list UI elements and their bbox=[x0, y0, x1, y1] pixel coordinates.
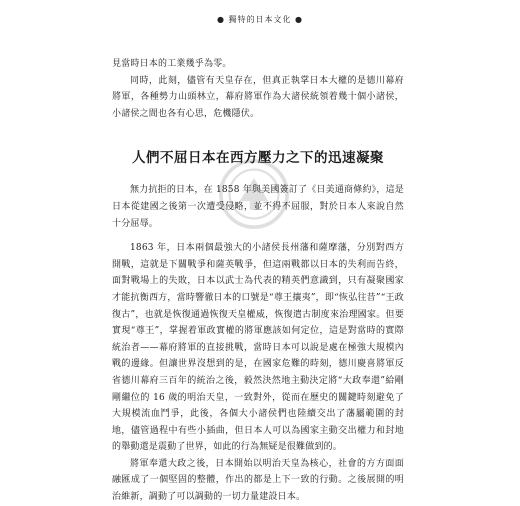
paragraph: 無力抗拒的日本，在 1858 年與美國簽訂了《日美通商條約》，這是日本從建國之後第一次遭受侵略，並不得不屈服，對於日本人來說自然十分屈辱。 bbox=[112, 185, 404, 229]
section-heading: 人們不屈日本在西方壓力之下的迅速凝聚 bbox=[132, 150, 384, 167]
paragraph: 1863 年，日本兩個最強大的小諸侯長州藩和薩摩藩，分別對西方開戰，這就是下關戰爭和薩英戰爭，但這兩戰都以日本的失利而告終，面對戰場上的失敗，日本以武士為代表的精英們意識到，只有凝聚國家才能抗衡西方，當時響徹日本的口號是“尊王攘夷”，即“恢弘往昔”“王政復古”，也就是恢復通過恢復天皇權威，恢復遣古制度來治理國家。但要實現“尊王”，掌握着軍政實權的將軍應該如何定位，這是對當時的實際統治者——幕府將軍的直接挑戰，當時日本可以說是處在極強大規模內戰的邊緣。但讓世界沒想到的是，在國家危難的時刻，德川慶喜將軍反省德川幕府三百年的統治之後，毅然決然地主動決定將“大政奉還”給剛剛繼位的 16 歲的明治天皇，一致對外，從而在歷史的關鍵時刻避免了大規模流血鬥爭，此後，各個大小諸侯們也陸續交出了藩屬範圍的封地，儘管過程中有些小插曲，但日本人可以為國家主動交出權力和封地的舉動還是震動了世界，如此的行為無疑是很難做到的。 bbox=[112, 243, 404, 453]
paragraph: 同時，此刻，儘管有天皇存在，但真正執掌日本大權的是德川幕府將軍，各種勢力山頭林立，幕府將軍作為大諸侯統領着幾十個小諸侯，小諸侯之間也各有心思，危機隱伏。 bbox=[112, 75, 404, 119]
paragraph: 將軍奉還大政之後，日本開始以明治天皇為核心，社會的方方面面融匯成了一個堅固的整體，作出的都是上下一致的行動。之後展開的明治維新，調動了可以調動的一切力量建設日本。 bbox=[112, 458, 404, 503]
body-text bbox=[112, 56, 404, 506]
paragraph-continued: 見當時日本的工業幾乎為零。 bbox=[112, 59, 232, 69]
running-header: ● 獨特的日本文化 ● bbox=[216, 15, 304, 24]
